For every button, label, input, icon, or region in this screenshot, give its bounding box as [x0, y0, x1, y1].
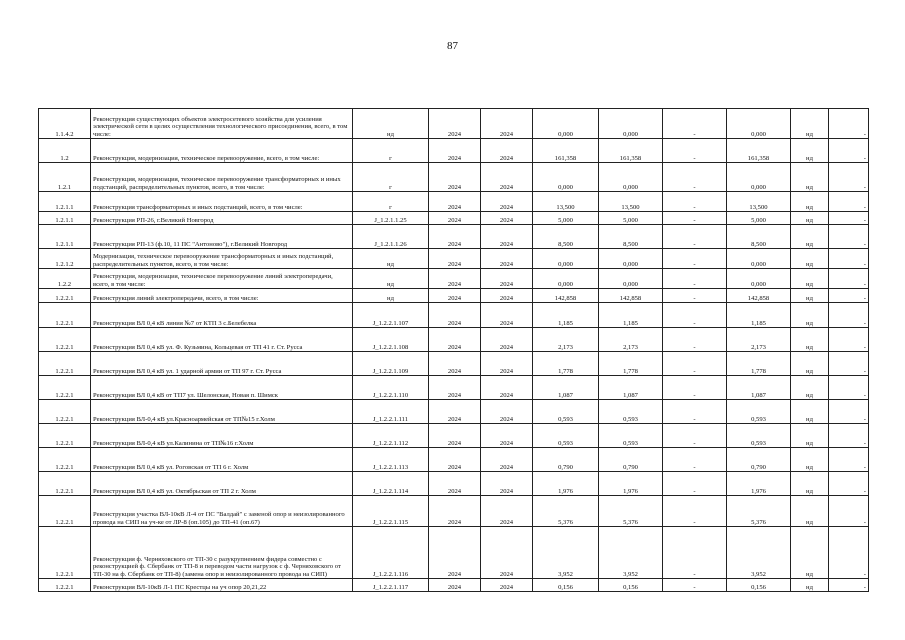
table-row [39, 109, 869, 139]
value-3-cell: 0,000 [727, 269, 791, 289]
row-number-cell: 1.2.2.1 [39, 289, 91, 303]
value-1-cell: 2,173 [533, 328, 599, 352]
end-year-cell: 2024 [481, 527, 533, 579]
row-number-cell: 1.2.2.1 [39, 579, 91, 592]
row-code-cell: J_1.2.2.1.107 [353, 303, 429, 328]
row-code-cell: J_1.2.2.1.114 [353, 472, 429, 496]
nd-cell: нд [791, 289, 829, 303]
nd-cell: нд [791, 448, 829, 472]
value-2-cell: 0,000 [599, 249, 663, 269]
value-2-cell: 0,790 [599, 448, 663, 472]
nd-cell: нд [791, 496, 829, 527]
row-number-cell: 1.2.2.1 [39, 472, 91, 496]
value-1-cell: 142,858 [533, 289, 599, 303]
dash-2-cell: - [829, 303, 869, 328]
row-code-cell: нд [353, 109, 429, 139]
dash-1-cell: - [663, 472, 727, 496]
row-code-cell: нд [353, 249, 429, 269]
table-row [39, 249, 869, 269]
value-3-cell: 142,858 [727, 289, 791, 303]
row-number-cell: 1.2.2.1 [39, 527, 91, 579]
start-year-cell: 2024 [429, 303, 481, 328]
row-code-cell: г [353, 163, 429, 192]
table-row [39, 424, 869, 448]
row-number-cell: 1.2 [39, 139, 91, 163]
row-number-cell: 1.2.2.1 [39, 448, 91, 472]
row-number-cell: 1.2.1.2 [39, 249, 91, 269]
row-code-cell: J_1.2.2.1.113 [353, 448, 429, 472]
row-code-cell: г [353, 192, 429, 212]
value-1-cell: 0,790 [533, 448, 599, 472]
start-year-cell: 2024 [429, 109, 481, 139]
row-number-cell: 1.2.2.1 [39, 303, 91, 328]
value-3-cell: 0,000 [727, 163, 791, 192]
row-code-cell: J_1.2.1.1.25 [353, 212, 429, 225]
dash-2-cell: - [829, 225, 869, 249]
row-name-cell: Реконструкция ф. Черняховского от ТП-30 с разукрупнением фидера совместно с реконструкцией ф. Сбербанк от ТП-8 и переводом части нагрузок с ф. Черняховского от ТП-30 на ф. Сбербанк от ТП-8) (замена опор и неизолированного провода на СИП) [91, 527, 353, 579]
row-name-cell: Реконструкция, модернизация, техническое перевооружение линий электропередачи, всего, в том числе: [91, 269, 353, 289]
table-row [39, 448, 869, 472]
dash-2-cell: - [829, 579, 869, 592]
end-year-cell: 2024 [481, 472, 533, 496]
row-name-cell: Реконструкция, модернизация, техническое перевооружение трансформаторных и иных подстанций, распределительных пунктов, всего, в том числе: [91, 163, 353, 192]
end-year-cell: 2024 [481, 212, 533, 225]
row-code-cell: J_1.2.1.1.26 [353, 225, 429, 249]
start-year-cell: 2024 [429, 424, 481, 448]
table-row [39, 289, 869, 303]
value-1-cell: 8,500 [533, 225, 599, 249]
row-number-cell: 1.2.2.1 [39, 400, 91, 424]
dash-2-cell: - [829, 192, 869, 212]
table-row [39, 303, 869, 328]
dash-1-cell: - [663, 400, 727, 424]
dash-2-cell: - [829, 400, 869, 424]
row-number-cell: 1.2.2 [39, 269, 91, 289]
row-number-cell: 1.1.4.2 [39, 109, 91, 139]
row-name-cell: Реконструкция РП-13 (ф.10, 11 ПС "Антоново"), г.Великий Новгород [91, 225, 353, 249]
start-year-cell: 2024 [429, 472, 481, 496]
row-name-cell: Реконструкция ВЛ 0,4 кВ ул. Октябрьская от ТП 2 г. Холм [91, 472, 353, 496]
row-number-cell: 1.2.1.1 [39, 192, 91, 212]
start-year-cell: 2024 [429, 225, 481, 249]
dash-2-cell: - [829, 352, 869, 376]
row-code-cell: J_1.2.2.1.109 [353, 352, 429, 376]
value-3-cell: 161,358 [727, 139, 791, 163]
end-year-cell: 2024 [481, 192, 533, 212]
table-row [39, 352, 869, 376]
value-3-cell: 0,593 [727, 400, 791, 424]
value-2-cell: 1,778 [599, 352, 663, 376]
dash-1-cell: - [663, 109, 727, 139]
dash-1-cell: - [663, 303, 727, 328]
table-row [39, 579, 869, 592]
table-row [39, 192, 869, 212]
dash-2-cell: - [829, 289, 869, 303]
nd-cell: нд [791, 225, 829, 249]
end-year-cell: 2024 [481, 376, 533, 400]
start-year-cell: 2024 [429, 328, 481, 352]
row-code-cell: J_1.2.2.1.110 [353, 376, 429, 400]
start-year-cell: 2024 [429, 192, 481, 212]
end-year-cell: 2024 [481, 352, 533, 376]
dash-2-cell: - [829, 376, 869, 400]
row-name-cell: Реконструкция ВЛ 0,4 кВ ул. Роговская от ТП 6 г. Холм [91, 448, 353, 472]
row-code-cell: нд [353, 289, 429, 303]
nd-cell: нд [791, 109, 829, 139]
end-year-cell: 2024 [481, 289, 533, 303]
value-3-cell: 0,790 [727, 448, 791, 472]
row-code-cell: г [353, 139, 429, 163]
nd-cell: нд [791, 472, 829, 496]
value-2-cell: 3,952 [599, 527, 663, 579]
row-name-cell: Реконструкция существующих объектов электросетевого хозяйства для усиления электрической сети в целях осуществления технологического присоединения, всего, в том числе: [91, 109, 353, 139]
row-name-cell: Реконструкция ВЛ 0,4 кВ ул. Ф. Кузьмина, Кольцевая от ТП 41 г. Ст. Русса [91, 328, 353, 352]
dash-2-cell: - [829, 527, 869, 579]
nd-cell: нд [791, 376, 829, 400]
end-year-cell: 2024 [481, 163, 533, 192]
value-2-cell: 161,358 [599, 139, 663, 163]
dash-1-cell: - [663, 139, 727, 163]
row-code-cell: J_1.2.2.1.115 [353, 496, 429, 527]
nd-cell: нд [791, 139, 829, 163]
table-row [39, 225, 869, 249]
value-1-cell: 0,000 [533, 269, 599, 289]
nd-cell: нд [791, 249, 829, 269]
table-row [39, 472, 869, 496]
value-2-cell: 0,000 [599, 269, 663, 289]
value-3-cell: 0,156 [727, 579, 791, 592]
start-year-cell: 2024 [429, 527, 481, 579]
value-3-cell: 5,376 [727, 496, 791, 527]
start-year-cell: 2024 [429, 400, 481, 424]
start-year-cell: 2024 [429, 289, 481, 303]
nd-cell: нд [791, 400, 829, 424]
value-2-cell: 0,156 [599, 579, 663, 592]
dash-1-cell: - [663, 269, 727, 289]
value-1-cell: 5,000 [533, 212, 599, 225]
value-3-cell: 5,000 [727, 212, 791, 225]
row-name-cell: Реконструкция ВЛ-10кВ Л-1 ПС Крестцы на уч опор 20,21,22 [91, 579, 353, 592]
value-1-cell: 0,156 [533, 579, 599, 592]
table-body [39, 109, 869, 592]
value-3-cell: 1,778 [727, 352, 791, 376]
row-number-cell: 1.2.2.1 [39, 352, 91, 376]
end-year-cell: 2024 [481, 400, 533, 424]
value-1-cell: 13,500 [533, 192, 599, 212]
start-year-cell: 2024 [429, 448, 481, 472]
value-2-cell: 5,000 [599, 212, 663, 225]
dash-1-cell: - [663, 579, 727, 592]
value-1-cell: 0,593 [533, 400, 599, 424]
value-1-cell: 1,185 [533, 303, 599, 328]
row-name-cell: Реконструкция, модернизация, техническое перевооружение, всего, в том числе: [91, 139, 353, 163]
dash-2-cell: - [829, 496, 869, 527]
table-row [39, 212, 869, 225]
value-2-cell: 5,376 [599, 496, 663, 527]
start-year-cell: 2024 [429, 376, 481, 400]
value-1-cell: 0,000 [533, 249, 599, 269]
end-year-cell: 2024 [481, 303, 533, 328]
table-row [39, 269, 869, 289]
value-1-cell: 1,778 [533, 352, 599, 376]
nd-cell: нд [791, 163, 829, 192]
table-row [39, 400, 869, 424]
row-name-cell: Реконструкция трансформаторных и иных подстанций, всего, в том числе: [91, 192, 353, 212]
value-1-cell: 0,000 [533, 109, 599, 139]
dash-2-cell: - [829, 424, 869, 448]
start-year-cell: 2024 [429, 249, 481, 269]
dash-2-cell: - [829, 139, 869, 163]
table-row [39, 496, 869, 527]
row-number-cell: 1.2.2.1 [39, 424, 91, 448]
value-1-cell: 161,358 [533, 139, 599, 163]
value-3-cell: 1,976 [727, 472, 791, 496]
dash-1-cell: - [663, 376, 727, 400]
end-year-cell: 2024 [481, 424, 533, 448]
investment-table [38, 108, 869, 592]
row-code-cell: J_1.2.2.1.116 [353, 527, 429, 579]
dash-1-cell: - [663, 448, 727, 472]
value-1-cell: 3,952 [533, 527, 599, 579]
value-3-cell: 0,000 [727, 109, 791, 139]
value-2-cell: 13,500 [599, 192, 663, 212]
dash-1-cell: - [663, 496, 727, 527]
dash-1-cell: - [663, 424, 727, 448]
table-row [39, 527, 869, 579]
dash-1-cell: - [663, 352, 727, 376]
row-name-cell: Реконструкция ВЛ-0,4 кВ ул.Калинина от ТП№16 г.Холм [91, 424, 353, 448]
value-2-cell: 1,185 [599, 303, 663, 328]
dash-2-cell: - [829, 472, 869, 496]
nd-cell: нд [791, 424, 829, 448]
value-1-cell: 0,593 [533, 424, 599, 448]
row-name-cell: Реконструкция участка ВЛ-10кВ Л-4 от ПС "Валдай" с заменой опор и неизолированного провода на СИП на уч-ке от ЛР-8 (оп.105) до ТП-41 (оп.67) [91, 496, 353, 527]
value-3-cell: 8,500 [727, 225, 791, 249]
nd-cell: нд [791, 579, 829, 592]
start-year-cell: 2024 [429, 269, 481, 289]
end-year-cell: 2024 [481, 328, 533, 352]
row-name-cell: Реконструкция линий электропередачи, всего, в том числе: [91, 289, 353, 303]
dash-1-cell: - [663, 527, 727, 579]
row-name-cell: Реконструкция ВЛ 0,4 кВ линия №7 от КТП 3 с.Белебелка [91, 303, 353, 328]
dash-2-cell: - [829, 109, 869, 139]
dash-2-cell: - [829, 212, 869, 225]
dash-2-cell: - [829, 249, 869, 269]
row-name-cell: Реконструкция ВЛ-0,4 кВ ул.Красноармейская от ТП№15 г.Холм [91, 400, 353, 424]
row-code-cell: J_1.2.2.1.112 [353, 424, 429, 448]
end-year-cell: 2024 [481, 269, 533, 289]
row-code-cell: J_1.2.2.1.117 [353, 579, 429, 592]
value-2-cell: 1,976 [599, 472, 663, 496]
row-number-cell: 1.2.1.1 [39, 225, 91, 249]
row-number-cell: 1.2.2.1 [39, 496, 91, 527]
value-3-cell: 2,173 [727, 328, 791, 352]
dash-1-cell: - [663, 163, 727, 192]
row-code-cell: J_1.2.2.1.108 [353, 328, 429, 352]
value-3-cell: 0,000 [727, 249, 791, 269]
start-year-cell: 2024 [429, 163, 481, 192]
dash-1-cell: - [663, 249, 727, 269]
value-2-cell: 142,858 [599, 289, 663, 303]
end-year-cell: 2024 [481, 109, 533, 139]
value-2-cell: 2,173 [599, 328, 663, 352]
start-year-cell: 2024 [429, 579, 481, 592]
row-name-cell: Модернизация, техническое перевооружение трансформаторных и иных подстанций, распределительных пунктов, всего, в том числе: [91, 249, 353, 269]
row-name-cell: Реконструкция ВЛ 0,4 кВ от ТП7 ул. Шелонская, Новая п. Шимск [91, 376, 353, 400]
value-2-cell: 0,000 [599, 109, 663, 139]
table-row [39, 139, 869, 163]
row-code-cell: нд [353, 269, 429, 289]
table-row [39, 328, 869, 352]
row-number-cell: 1.2.2.1 [39, 328, 91, 352]
start-year-cell: 2024 [429, 212, 481, 225]
dash-2-cell: - [829, 163, 869, 192]
start-year-cell: 2024 [429, 139, 481, 163]
nd-cell: нд [791, 212, 829, 225]
value-1-cell: 1,087 [533, 376, 599, 400]
row-number-cell: 1.2.2.1 [39, 376, 91, 400]
row-name-cell: Реконструкция РП-26, г.Великий Новгород [91, 212, 353, 225]
dash-1-cell: - [663, 328, 727, 352]
start-year-cell: 2024 [429, 352, 481, 376]
end-year-cell: 2024 [481, 139, 533, 163]
value-1-cell: 0,000 [533, 163, 599, 192]
end-year-cell: 2024 [481, 249, 533, 269]
dash-1-cell: - [663, 225, 727, 249]
value-2-cell: 1,087 [599, 376, 663, 400]
page-number: 87 [447, 40, 458, 52]
dash-2-cell: - [829, 328, 869, 352]
value-3-cell: 1,185 [727, 303, 791, 328]
value-3-cell: 0,593 [727, 424, 791, 448]
row-number-cell: 1.2.1.1 [39, 212, 91, 225]
value-2-cell: 0,593 [599, 424, 663, 448]
dash-1-cell: - [663, 212, 727, 225]
row-number-cell: 1.2.1 [39, 163, 91, 192]
nd-cell: нд [791, 192, 829, 212]
value-3-cell: 3,952 [727, 527, 791, 579]
table-row [39, 376, 869, 400]
value-3-cell: 13,500 [727, 192, 791, 212]
nd-cell: нд [791, 303, 829, 328]
table-row [39, 163, 869, 192]
nd-cell: нд [791, 328, 829, 352]
row-name-cell: Реконструкция ВЛ 0,4 кВ ул. 1 ударной армии от ТП 97 г. Ст. Русса [91, 352, 353, 376]
dash-1-cell: - [663, 289, 727, 303]
nd-cell: нд [791, 352, 829, 376]
value-2-cell: 0,593 [599, 400, 663, 424]
value-1-cell: 5,376 [533, 496, 599, 527]
end-year-cell: 2024 [481, 448, 533, 472]
dash-2-cell: - [829, 269, 869, 289]
end-year-cell: 2024 [481, 225, 533, 249]
value-2-cell: 0,000 [599, 163, 663, 192]
nd-cell: нд [791, 269, 829, 289]
nd-cell: нд [791, 527, 829, 579]
row-code-cell: J_1.2.2.1.111 [353, 400, 429, 424]
start-year-cell: 2024 [429, 496, 481, 527]
value-2-cell: 8,500 [599, 225, 663, 249]
dash-2-cell: - [829, 448, 869, 472]
end-year-cell: 2024 [481, 496, 533, 527]
end-year-cell: 2024 [481, 579, 533, 592]
value-3-cell: 1,087 [727, 376, 791, 400]
dash-1-cell: - [663, 192, 727, 212]
value-1-cell: 1,976 [533, 472, 599, 496]
